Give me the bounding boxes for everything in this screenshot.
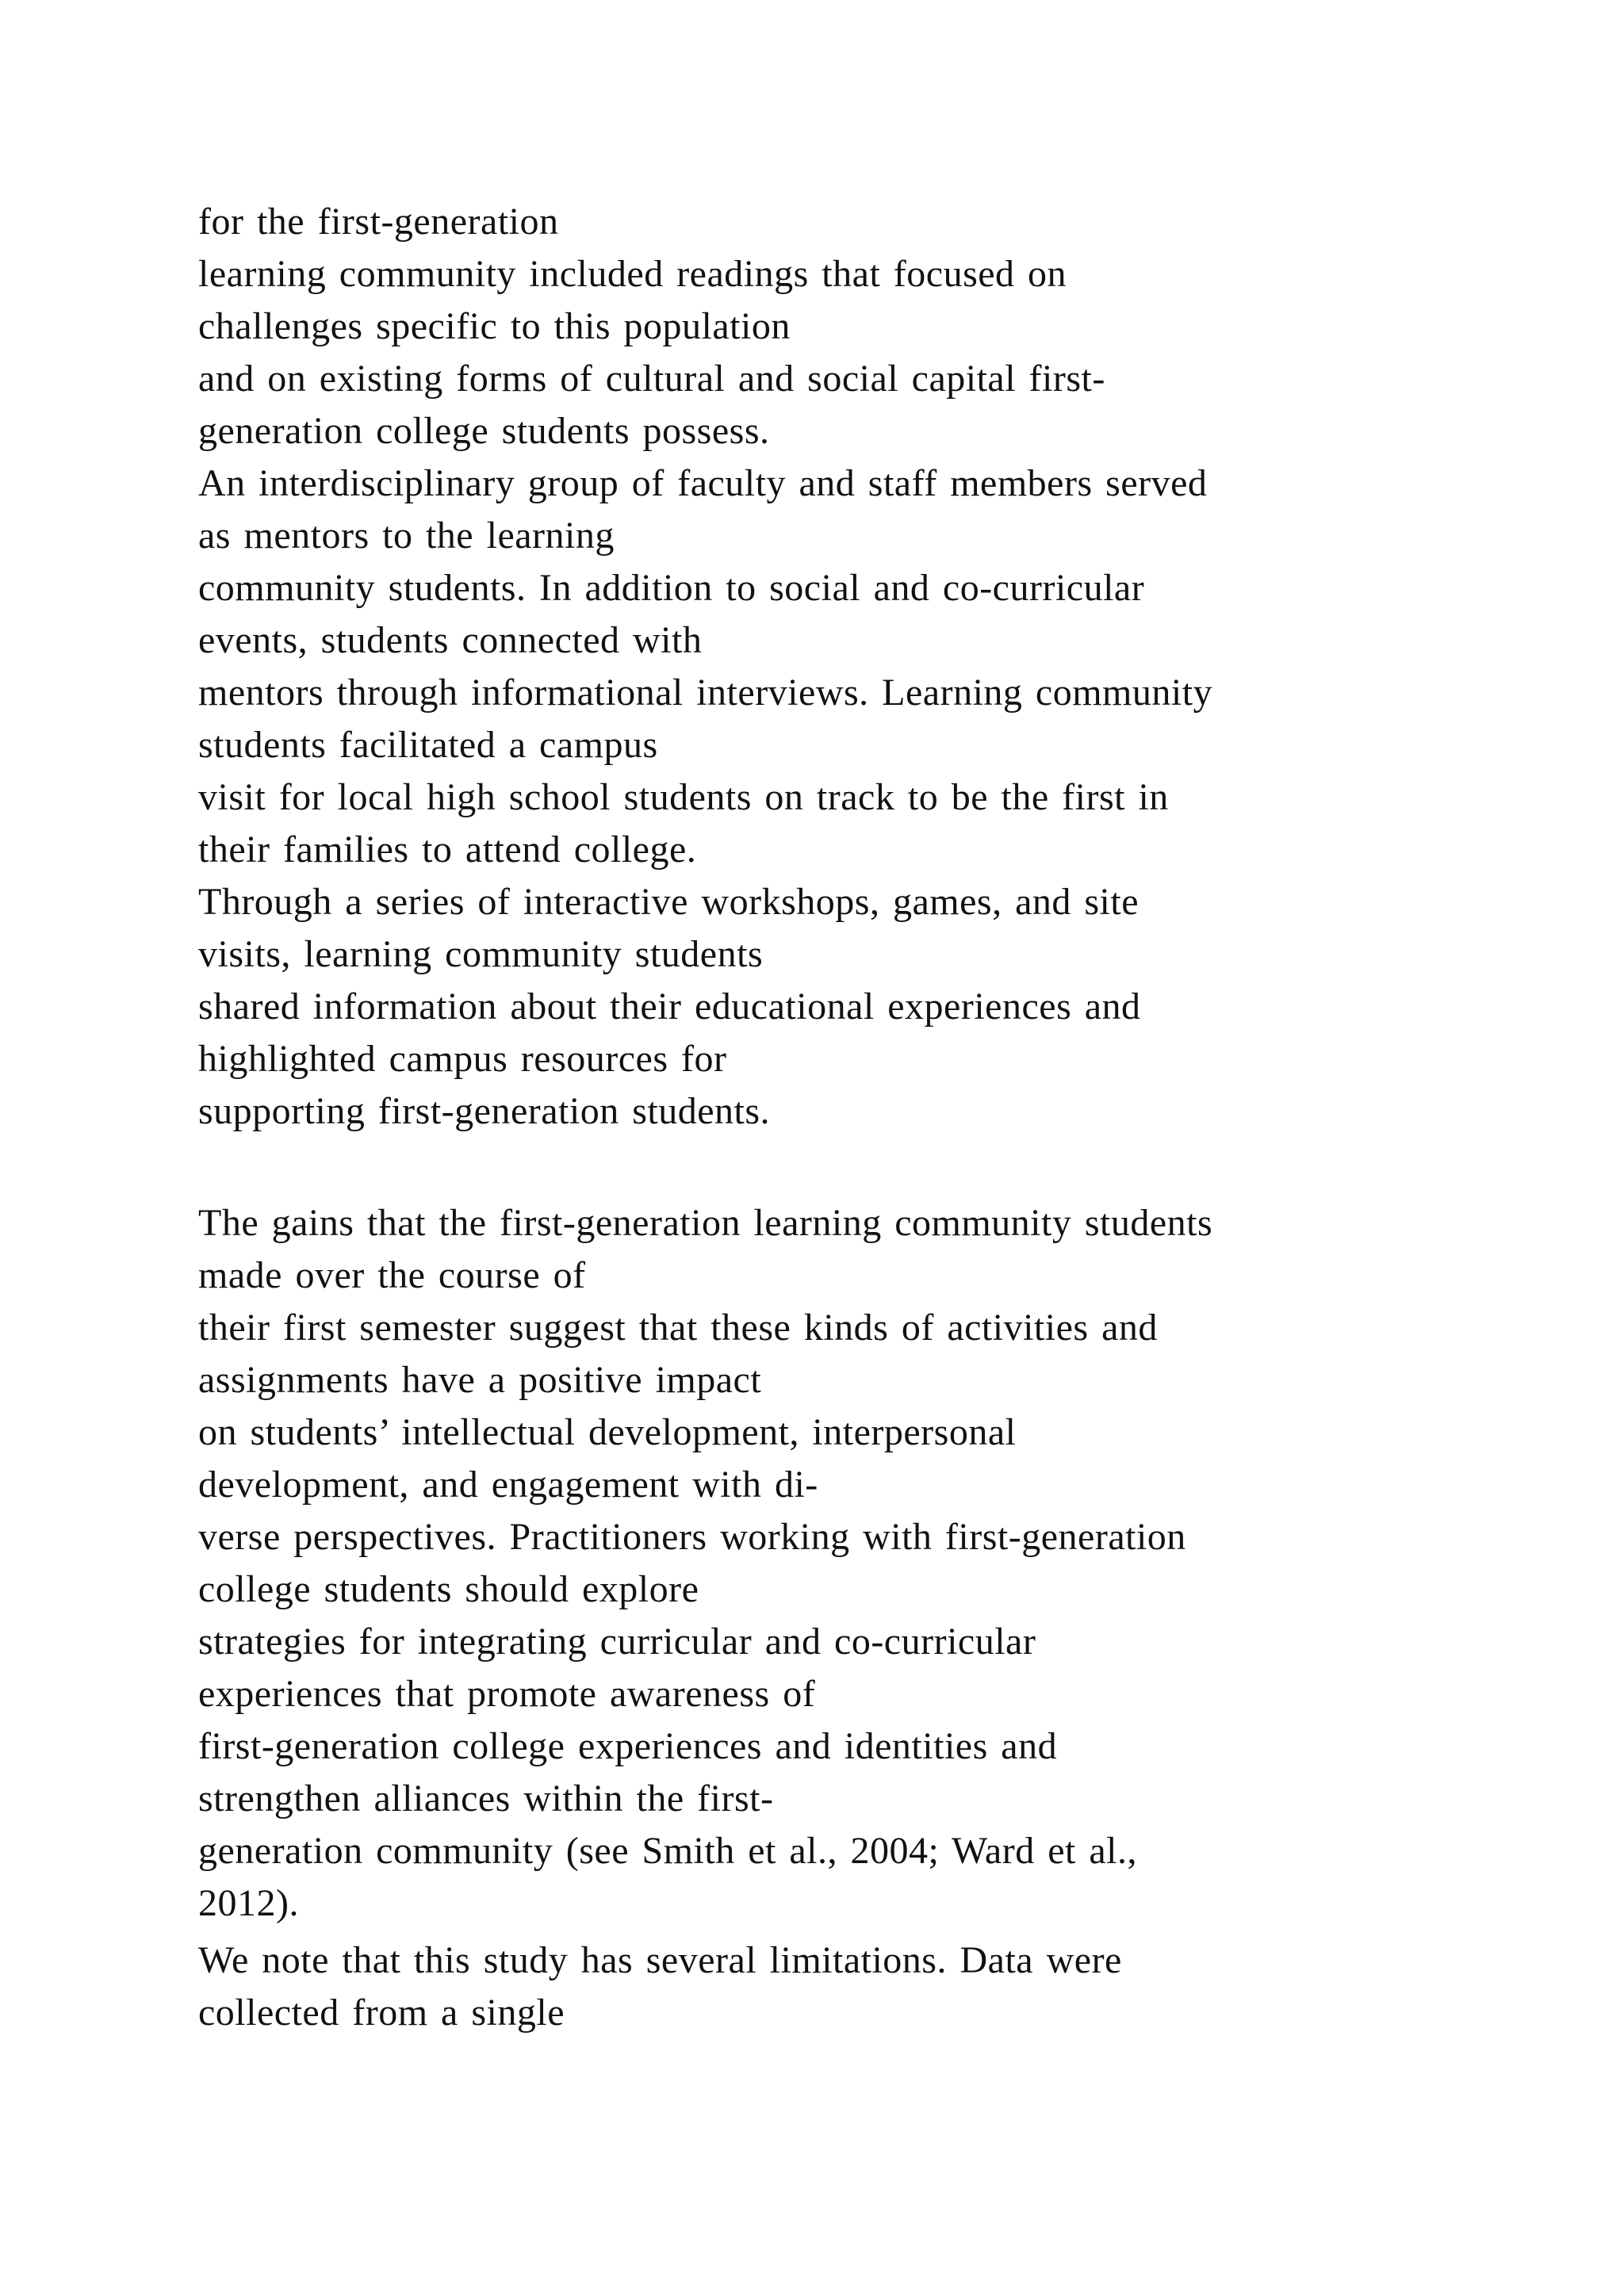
text-line: their families to attend college. bbox=[198, 828, 697, 871]
text-line: as mentors to the learning bbox=[198, 515, 615, 557]
text-line: first-generation college experiences and identities and bbox=[198, 1725, 1058, 1767]
text-line: on students’ intellectual development, interpersonal bbox=[198, 1411, 1017, 1453]
text-line: verse perspectives. Practitioners working with first-generation bbox=[198, 1516, 1186, 1558]
text-line: development, and engagement with di- bbox=[198, 1464, 818, 1506]
text-line: assignments have a positive impact bbox=[198, 1359, 762, 1401]
text-line: and on existing forms of cultural and social capital first- bbox=[198, 358, 1105, 400]
text-line: The gains that the first-generation learning community students bbox=[198, 1202, 1213, 1244]
text-line: highlighted campus resources for bbox=[198, 1038, 727, 1080]
text-line: Through a series of interactive workshops, games, and site bbox=[198, 881, 1139, 923]
text-line: We note that this study has several limitations. Data were bbox=[198, 1939, 1122, 1981]
text-line: visit for local high school students on track to be the first in bbox=[198, 776, 1169, 818]
text-line: students facilitated a campus bbox=[198, 724, 658, 766]
text-line: strengthen alliances within the first- bbox=[198, 1777, 774, 1820]
paragraph-gains bbox=[198, 1197, 1507, 1930]
text-line: community students. In addition to social and co-curricular bbox=[198, 567, 1145, 609]
text-line: learning community included readings that focused on bbox=[198, 253, 1067, 295]
text-line: strategies for integrating curricular and co-curricular bbox=[198, 1621, 1036, 1663]
text-line: visits, learning community students bbox=[198, 933, 764, 975]
paragraph-learning-community bbox=[198, 196, 1507, 1138]
text-line: generation community (see Smith et al., 2004; Ward et al., bbox=[198, 1830, 1137, 1872]
text-line: college students should explore bbox=[198, 1568, 699, 1610]
text-line: challenges specific to this population bbox=[198, 305, 791, 347]
text-line: supporting first-generation students. bbox=[198, 1090, 771, 1132]
text-line: collected from a single bbox=[198, 1992, 565, 2034]
text-line: mentors through informational interviews. Learning community bbox=[198, 672, 1213, 714]
text-line: 2012). bbox=[198, 1882, 299, 1924]
text-line: shared information about their educational experiences and bbox=[198, 985, 1141, 1027]
text-line: generation college students possess. bbox=[198, 410, 770, 452]
text-line: events, students connected with bbox=[198, 619, 703, 661]
text-line: made over the course of bbox=[198, 1254, 586, 1296]
paragraph-limitations bbox=[198, 1934, 1507, 2039]
text-line: for the first-generation bbox=[198, 201, 559, 243]
text-line: experiences that promote awareness of bbox=[198, 1673, 816, 1715]
text-line: their first semester suggest that these kinds of activities and bbox=[198, 1307, 1158, 1349]
text-line: An interdisciplinary group of faculty and staff members served bbox=[198, 462, 1208, 504]
